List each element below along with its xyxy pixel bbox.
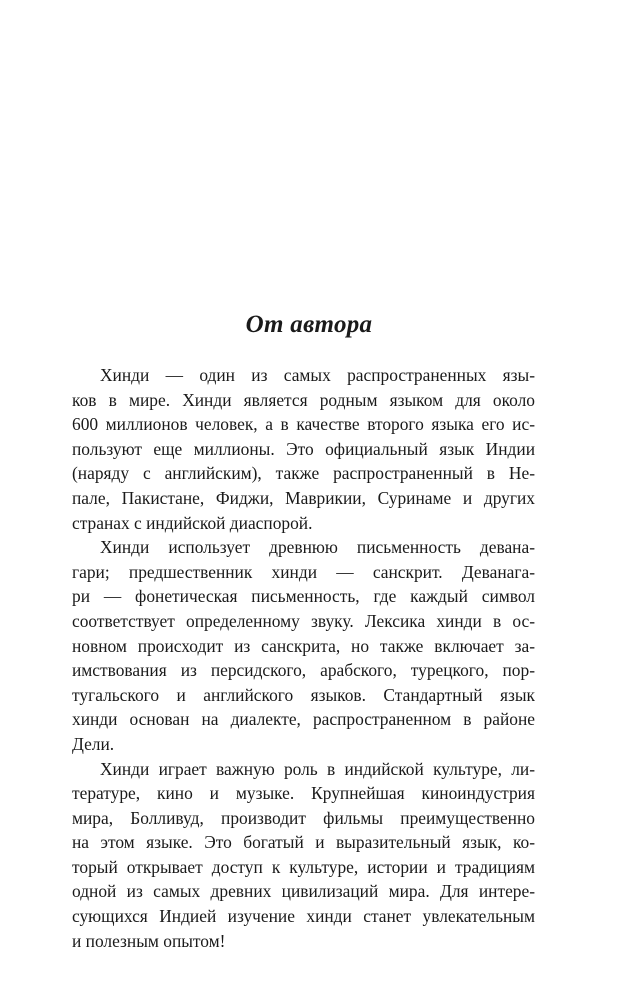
text-line: сующихся Индией изучение хинди станет увлекательным [72, 906, 535, 927]
text-line: одной из самых древних цивилизаций мира. Для интере- [72, 881, 535, 902]
text-line: имствования из персидского, арабского, турецкого, пор- [72, 660, 535, 681]
text-line: Хинди — один из самых распространенных язы- [100, 365, 535, 385]
text-line: ри — фонетическая письменность, где каждый символ [72, 586, 535, 607]
text-line: ков в мире. Хинди является родным языком для около [72, 389, 535, 410]
text-line: Хинди играет важную роль в индийской культуре, ли- [100, 758, 535, 779]
text-line: пользуют еще миллионы. Это официальный язык Индии [72, 438, 535, 459]
text-line: пале, Пакистане, Фиджи, Маврикии, Суринаме и других [72, 487, 535, 508]
page-title: От автора [245, 311, 373, 338]
text-line: на этом языке. Это богатый и выразительный язык, ко- [72, 832, 535, 853]
paragraph-2 [72, 535, 535, 756]
text-line: Хинди использует древнюю письменность девана- [100, 537, 535, 558]
body-text [72, 363, 535, 953]
text-line: новном происходит из санскрита, но также включает за- [72, 635, 535, 656]
text-line: (наряду с английским), также распространенный в Не- [72, 463, 535, 484]
paragraph-3 [72, 757, 535, 954]
text-line: соответствует определенному звуку. Лексика хинди в ос- [72, 610, 535, 631]
text-line: и полезным опытом! [72, 930, 226, 951]
text-line: мира, Болливуд, производит фильмы преимущественно [72, 807, 535, 828]
text-line: гари; предшественник хинди — санскрит. Деванага- [72, 561, 535, 582]
text-line: тугальского и английского языков. Стандартный язык [72, 684, 535, 705]
text-line: странах с индийской диаспорой. [72, 512, 313, 533]
text-line: торый открывает доступ к культуре, истории и традициям [72, 856, 535, 877]
text-line: тературе, кино и музыке. Крупнейшая киноиндустрия [72, 783, 535, 804]
text-line: 600 миллионов человек, а в качестве второго языка его ис- [72, 414, 535, 435]
text-line: Дели. [72, 733, 115, 754]
paragraph-1 [72, 363, 535, 535]
text-line: хинди основан на диалекте, распространенном в районе [72, 709, 535, 730]
